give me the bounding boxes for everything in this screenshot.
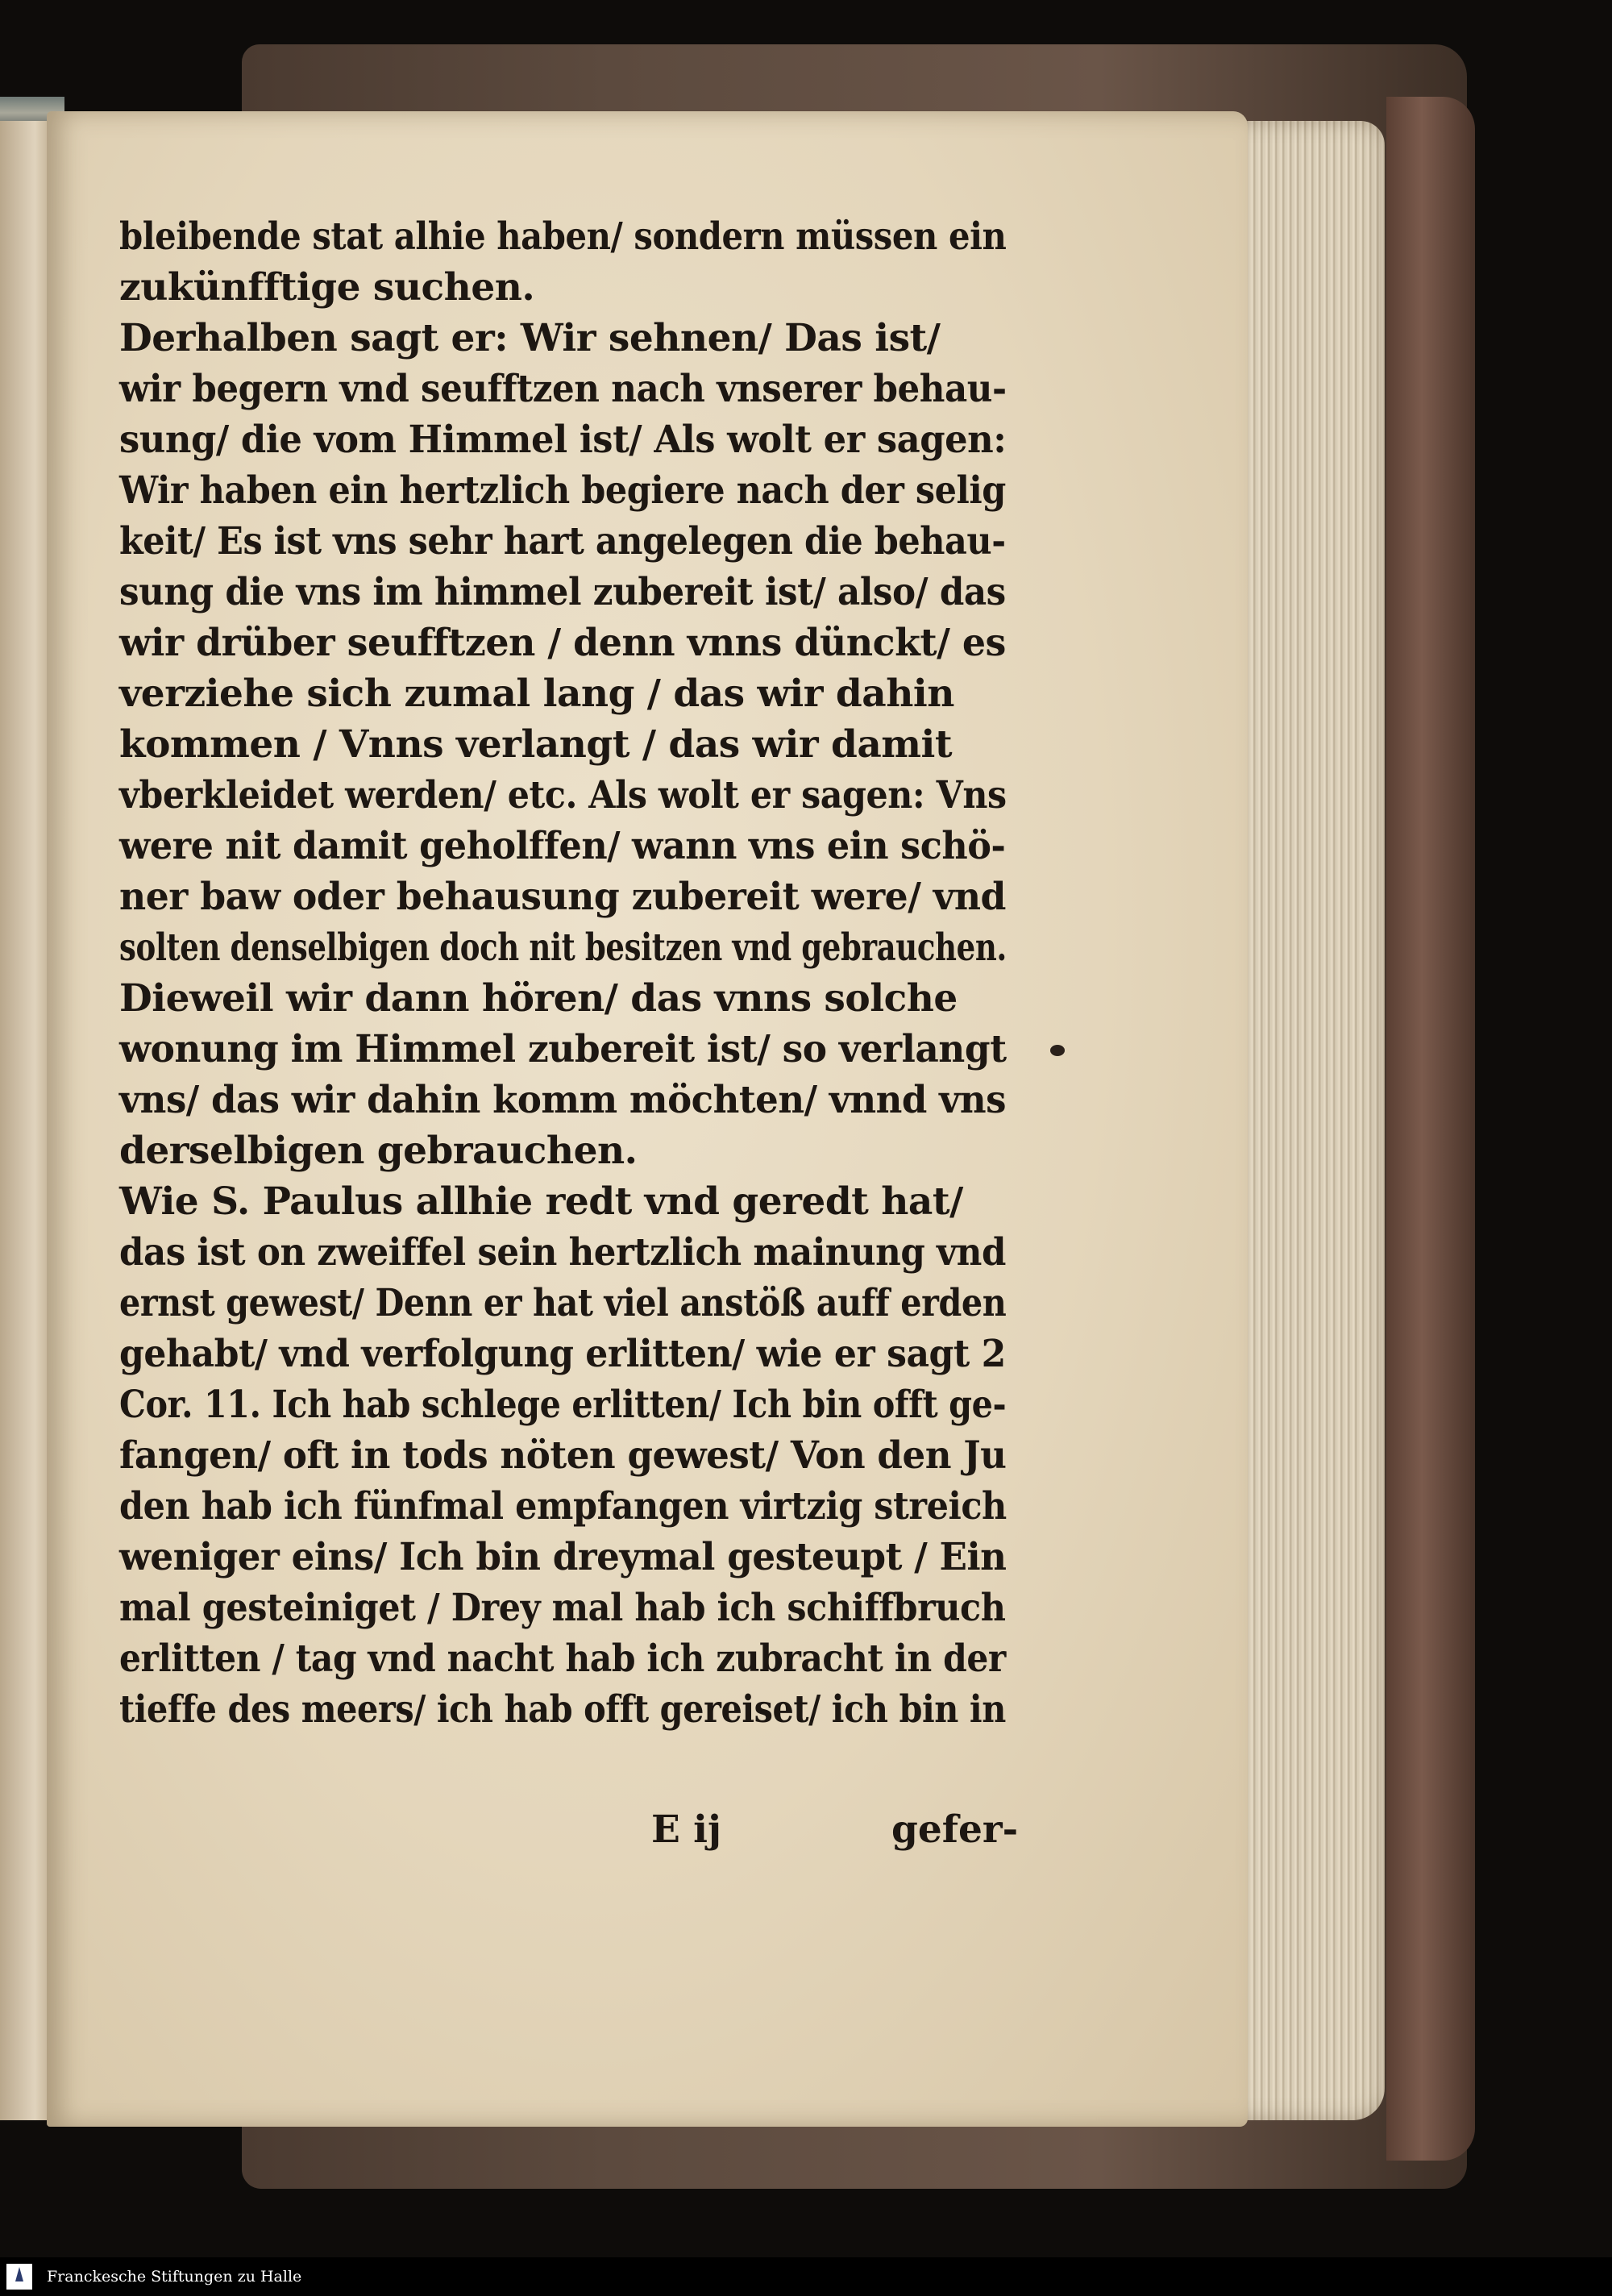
text-line: Wie S. Paulus allhie redt vnd geredt hat/ [119, 1179, 963, 1224]
text-line: Wir haben ein hertzlich begiere nach der selig [119, 468, 1006, 513]
text-line: bleibende stat alhie haben/ sondern müssen ein [119, 214, 1007, 259]
text-line: ner baw oder behausung zubereit were/ vnd [119, 875, 1006, 919]
text-line: keit/ Es ist vns sehr hart angelegen die behau- [119, 519, 1006, 564]
text-line: ernst gewest/ Denn er hat viel anstöß auff erden [119, 1281, 1007, 1325]
text-line: were nit damit geholffen/ wann vns ein schö- [119, 824, 1006, 868]
text-line: weniger eins/ Ich bin dreymal gesteupt / Ein [119, 1535, 1007, 1579]
text-line: sung/ die vom Himmel ist/ Als wolt er sagen: [119, 418, 1007, 462]
text-line: verziehe sich zumal lang / das wir dahin [119, 672, 954, 716]
text-line: vns/ das wir dahin komm möchten/ vnnd vns [119, 1078, 1006, 1122]
text-line: solten denselbigen doch nit besitzen vnd gebrauchen. [119, 925, 1007, 970]
text-line: zukünfftige suchen. [119, 265, 535, 310]
franckesche-stiftungen-logo-icon [6, 2264, 32, 2290]
book-cover-edge [1386, 97, 1475, 2161]
text-line: Dieweil wir dann hören/ das vnns solche [119, 976, 958, 1021]
footer-bar [0, 2257, 1612, 2296]
text-line: wonung im Himmel zubereit ist/ so verlangt [119, 1027, 1007, 1071]
text-line: sung die vns im himmel zubereit ist/ also/ das [119, 570, 1006, 614]
text-line: Derhalben sagt er: Wir sehnen/ Das ist/ [119, 316, 941, 360]
text-line: wir begern vnd seufftzen nach vnserer behau- [119, 367, 1007, 411]
text-line: erlitten / tag vnd nacht hab ich zubracht in der [119, 1637, 1006, 1681]
text-line: kommen / Vnns verlangt / das wir damit [119, 722, 953, 767]
text-line: derselbigen gebrauchen. [119, 1129, 638, 1173]
margin-mark [1050, 1045, 1065, 1056]
catchword: gefer- [891, 1807, 1019, 1852]
text-line: tieffe des meers/ ich hab offt gereiset/ ich bin in [119, 1687, 1006, 1732]
text-line: den hab ich fünfmal empfangen virtzig streich [119, 1484, 1007, 1529]
text-line: gehabt/ vnd verfolgung erlitten/ wie er sagt 2 [119, 1332, 1006, 1376]
footer-institution-name: Franckesche Stiftungen zu Halle [47, 2268, 302, 2286]
text-line: vberkleidet werden/ etc. Als wolt er sagen: Vns [119, 773, 1007, 817]
text-line: Cor. 11. Ich hab schlege erlitten/ Ich bin offt ge- [119, 1383, 1007, 1427]
left-page-sliver [0, 121, 50, 2120]
page-catchline [119, 1804, 1019, 1855]
page-text-block [119, 211, 1006, 1735]
text-line: wir drüber seufftzen / denn vnns dünckt/ es [119, 621, 1006, 665]
text-line: mal gesteiniget / Drey mal hab ich schiffbruch [119, 1586, 1006, 1630]
text-line: fangen/ oft in tods nöten gewest/ Von den Ju [119, 1433, 1007, 1478]
signature-mark: E ij [651, 1807, 722, 1852]
text-line: das ist on zweiffel sein hertzlich mainung vnd [119, 1230, 1006, 1275]
